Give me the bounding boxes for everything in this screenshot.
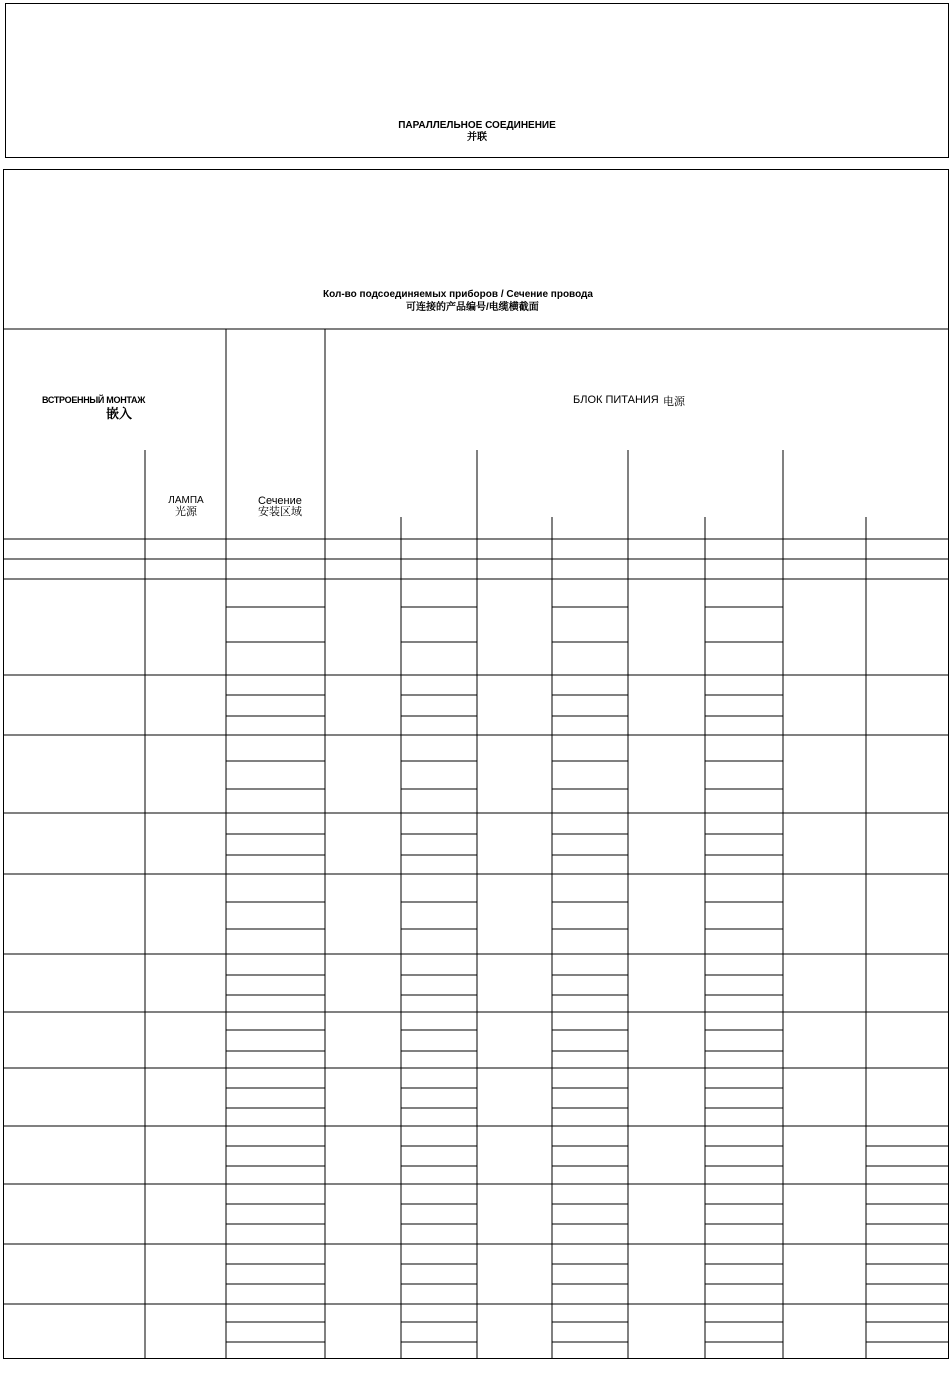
builtin-mount-label: ВСТРОЕННЫЙ МОНТАЖ — [42, 395, 146, 405]
title-zh: 并联 — [467, 132, 487, 143]
main-table — [3, 169, 949, 1359]
power-block-zh: 电源 — [663, 396, 685, 408]
lamp-zh: 光源 — [175, 506, 197, 518]
lamp-label: ЛАМПА — [168, 495, 204, 506]
section-label: Сечение — [258, 495, 302, 507]
power-block-label: БЛОК ПИТАНИЯ — [573, 394, 659, 406]
title-ru: ПАРАЛЛЕЛЬНОЕ СОЕДИНЕНИЕ — [398, 120, 556, 131]
builtin-mount-zh: 嵌入 — [106, 406, 133, 421]
section-zh: 安装区域 — [258, 506, 302, 518]
table-header-zh: 可连接的产品编号/电缆横截面 — [406, 302, 539, 313]
table-header-ru: Кол-во подсоединяемых приборов / Сечение провода — [323, 289, 593, 300]
